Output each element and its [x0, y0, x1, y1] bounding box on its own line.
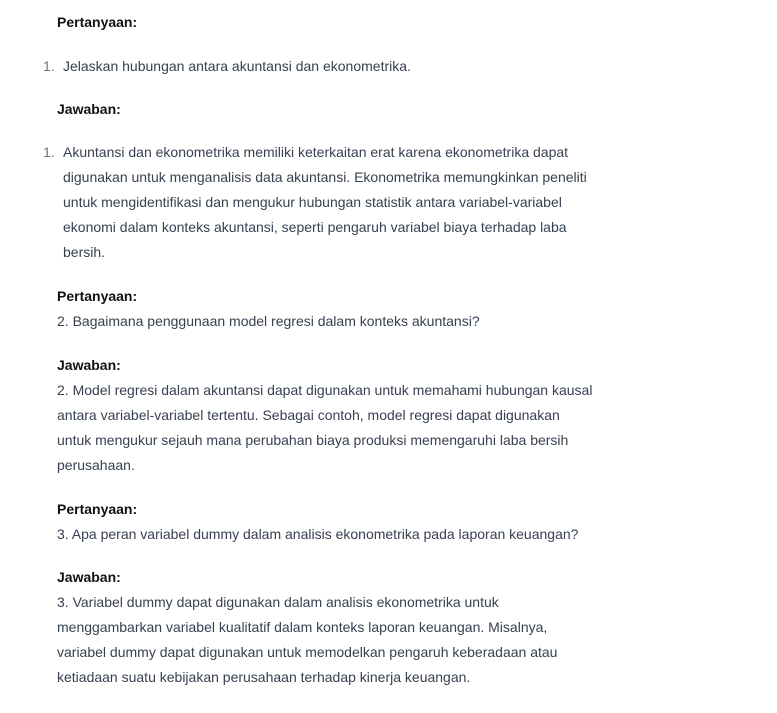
list-item-number: 1. [43, 58, 55, 74]
question-heading-label: Pertanyaan: [57, 14, 138, 30]
answer-text-line: untuk mengidentifikasi dan mengukur hubungan statistik antara variabel-variabel [63, 194, 562, 210]
answer-text-line: menggambarkan variabel kualitatif dalam konteks laporan keuangan. Misalnya, [57, 619, 548, 635]
answer-text-line: digunakan untuk menganalisis data akuntansi. Ekonometrika memungkinkan peneliti [63, 169, 587, 185]
question-text: Jelaskan hubungan antara akuntansi dan ekonometrika. [63, 58, 411, 74]
answer-text-line: variabel dummy dapat digunakan untuk memodelkan pengaruh keberadaan atau [57, 644, 558, 660]
answer-text-line: bersih. [63, 244, 106, 260]
question-block-3 [57, 497, 617, 547]
answer-text-line: 3. Variabel dummy dapat digunakan dalam analisis ekonometrika untuk [57, 594, 499, 610]
answer-text-line: untuk mengukur sejauh mana perubahan biaya produksi memengaruhi laba bersih [57, 432, 569, 448]
answer-text-line: Akuntansi dan ekonometrika memiliki keterkaitan erat karena ekonometrika dapat [63, 144, 569, 160]
list-item-number: 1. [43, 144, 55, 160]
answer-text-line: ketiadaan suatu kebijakan perusahaan terhadap kinerja keuangan. [57, 669, 471, 685]
question-text: 2. Bagaimana penggunaan model regresi dalam konteks akuntansi? [57, 313, 480, 329]
answer-text-line: antara variabel-variabel tertentu. Sebagai contoh, model regresi dapat digunakan [57, 407, 560, 423]
answer-block-3 [57, 565, 617, 690]
question-heading-label: Pertanyaan: [57, 501, 138, 517]
question-list-item-1 [43, 54, 618, 79]
answer-text-line: perusahaan. [57, 457, 135, 473]
answer-block-2 [57, 353, 617, 478]
answer-text-line: 2. Model regresi dalam akuntansi dapat digunakan untuk memahami hubungan kausal [57, 382, 593, 398]
question-heading-1 [57, 10, 617, 35]
answer-heading-label: Jawaban: [57, 357, 121, 373]
question-heading-label: Pertanyaan: [57, 288, 138, 304]
answer-text-line: ekonomi dalam konteks akuntansi, seperti pengaruh variabel biaya terhadap laba [63, 219, 567, 235]
answer-heading-1 [57, 97, 617, 122]
question-block-2 [57, 284, 617, 334]
answer-heading-label: Jawaban: [57, 569, 121, 585]
answer-heading-label: Jawaban: [57, 101, 121, 117]
answer-list-item-1 [43, 140, 618, 265]
question-text: 3. Apa peran variabel dummy dalam analisis ekonometrika pada laporan keuangan? [57, 526, 579, 542]
